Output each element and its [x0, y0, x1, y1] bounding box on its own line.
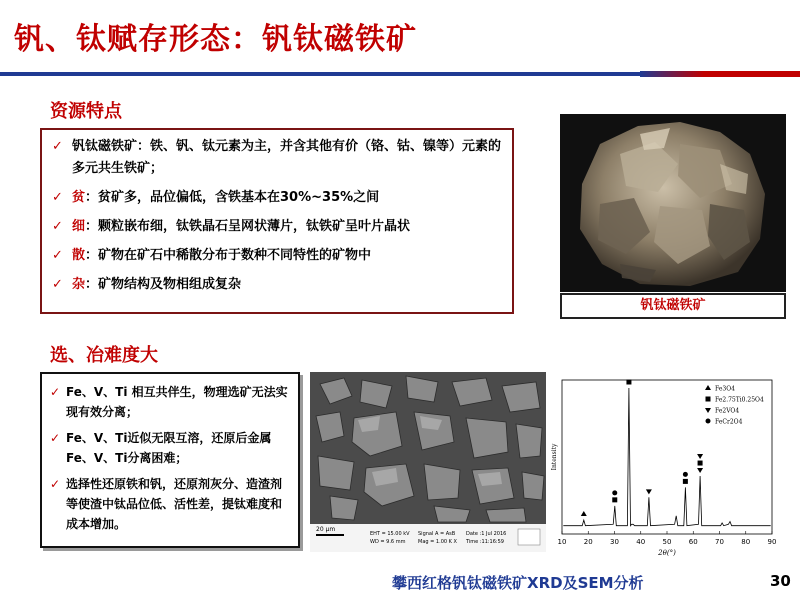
peak-marker-triangle-down: [646, 489, 652, 494]
difficulty-text: 选择性还原铁和钒，还原剂灰分、造渣剂等使渣中钛品位低、活性差，提钛难度和成本增加。: [66, 477, 283, 531]
legend-marker-circle: [706, 419, 711, 424]
x-tick-label: 40: [636, 538, 646, 546]
peak-marker-square: [698, 461, 703, 466]
sem-time: Time :11:16:59: [466, 539, 504, 545]
feature-text: 钒钛磁铁矿：铁、钒、钛元素为主，并含其他有价（铬、钴、镍等）元素的多元共生铁矿；: [72, 139, 502, 176]
x-tick-label: 50: [662, 538, 672, 546]
sem-scale-label: 20 μm: [316, 526, 336, 533]
peak-marker-square: [683, 479, 688, 484]
legend-label: Fe2VO4: [715, 407, 740, 415]
xrd-pattern-line: [563, 385, 770, 526]
peak-marker-triangle-down: [697, 454, 703, 459]
y-axis-label: Intensity: [551, 443, 558, 471]
feature-item: [52, 136, 502, 180]
sem-signal: Signal A = AsB: [418, 531, 456, 537]
feature-lead: 散: [72, 248, 86, 263]
legend-marker-square: [706, 397, 711, 402]
feature-item: [52, 274, 502, 296]
feature-text: ：颗粒嵌布细，钛铁晶石呈网状薄片，钛铁矿呈叶片晶状: [85, 219, 411, 234]
feature-item: [52, 187, 502, 209]
legend-marker-triangle-up: [705, 385, 711, 390]
peak-marker-circle: [612, 490, 617, 495]
sem-wd: WD = 9.6 mm: [370, 539, 406, 545]
legend-label: Fe3O4: [715, 385, 735, 393]
difficulty-text: Fe、V、Ti 相互共伴生，物理选矿无法实现有效分离；: [66, 385, 288, 419]
slide-title: 钒、钛赋存形态：钒钛磁铁矿: [14, 22, 417, 57]
ore-rock-image: [560, 114, 786, 292]
x-tick-label: 60: [688, 538, 698, 546]
xrd-axes: [551, 380, 776, 557]
section-heading-difficulty: 选、冶难度大: [50, 345, 158, 366]
resource-features-box: [40, 128, 514, 314]
peak-marker-square: [612, 497, 617, 502]
sem-mag: Mag = 1.00 K X: [418, 539, 457, 545]
x-tick-label: 70: [715, 538, 724, 546]
check-icon: ✓: [52, 277, 63, 292]
title-divider-blue: [0, 72, 660, 76]
feature-lead: 贫: [72, 190, 86, 205]
peak-marker-circle: [683, 472, 688, 477]
sem-micrograph: [310, 372, 546, 552]
sem-date: Date :1 Jul 2016: [466, 531, 507, 537]
feature-item: [52, 245, 502, 267]
x-tick-label: 80: [741, 538, 751, 546]
legend-label: FeCr2O4: [715, 418, 743, 426]
check-icon: ✓: [50, 385, 61, 399]
legend-label: Fe2.75Ti0.25O4: [715, 396, 764, 404]
feature-item: [52, 216, 502, 238]
feature-text: ：矿物结构及物相组成复杂: [85, 277, 242, 292]
ore-photo-caption: 钒钛磁铁矿: [560, 293, 786, 319]
xrd-chart: [548, 372, 784, 558]
difficulty-item: [50, 382, 290, 422]
ore-photo: [560, 114, 786, 292]
check-icon: ✓: [50, 477, 61, 491]
sem-image: [310, 372, 546, 552]
title-divider: [0, 64, 800, 82]
check-icon: ✓: [52, 219, 63, 234]
feature-text: ：贫矿多，品位偏低，含铁基本在30%~35%之间: [85, 190, 380, 205]
xrd-legend: [705, 385, 764, 426]
page-number: 30: [770, 572, 791, 590]
check-icon: ✓: [52, 139, 63, 154]
xrd-chart-svg: [548, 372, 784, 558]
feature-lead: 细: [72, 219, 86, 234]
section-heading-resources: 资源特点: [50, 101, 122, 122]
peak-marker-square: [626, 380, 631, 385]
difficulty-item: [50, 474, 290, 534]
feature-lead: 杂: [72, 277, 86, 292]
x-tick-label: 30: [610, 538, 619, 546]
x-tick-label: 10: [557, 538, 567, 546]
x-axis-label: 2θ(°): [658, 549, 676, 557]
check-icon: ✓: [52, 248, 63, 263]
x-tick-label: 20: [583, 538, 593, 546]
difficulty-text: Fe、V、Ti近似无限互溶，还原后金属Fe、V、Ti分离困难；: [66, 431, 272, 465]
peak-marker-triangle-down: [697, 468, 703, 473]
feature-text: ：矿物在矿石中稀散分布于数种不同特性的矿物中: [85, 248, 372, 263]
check-icon: ✓: [50, 431, 61, 445]
legend-marker-triangle-down: [705, 408, 711, 413]
x-tick-label: 90: [767, 538, 777, 546]
sem-eht: EHT = 15.00 kV: [370, 531, 410, 537]
peak-marker-triangle-up: [581, 511, 587, 516]
zeiss-logo: [518, 529, 540, 545]
title-divider-red: [640, 71, 800, 77]
figure-caption: 攀西红格钒钛磁铁矿XRD及SEM分析: [392, 574, 644, 592]
check-icon: ✓: [52, 190, 63, 205]
difficulty-item: [50, 428, 290, 468]
difficulty-box: [40, 372, 300, 548]
